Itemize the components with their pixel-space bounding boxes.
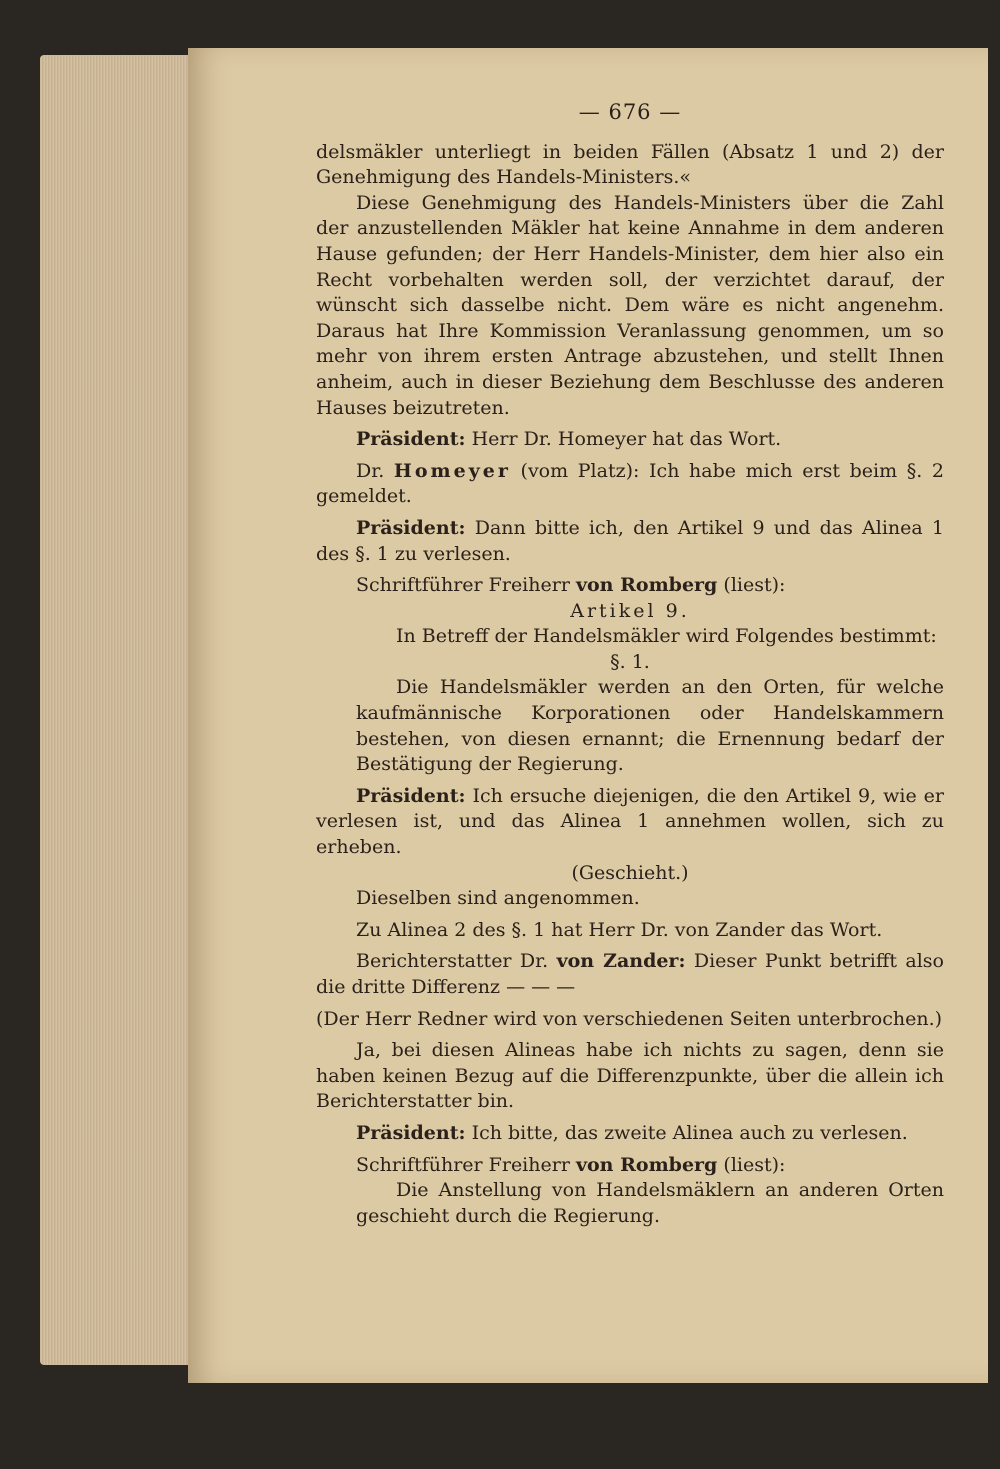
speaker-homeyer: Homeyer xyxy=(393,459,511,482)
section-heading: §. 1. xyxy=(610,650,650,673)
schriftfuehrer-line-2: Schriftführer Freiherr von Romberg (liest): xyxy=(356,1153,786,1176)
speaker-praesident: Präsident: xyxy=(356,428,466,451)
page-number: — 676 — xyxy=(578,100,682,124)
speech-praesident-2: Präsident: Dann bitte ich, den Artikel 9 und das Alinea 1 des §. 1 zu verlesen. xyxy=(316,516,944,565)
speech-praesident-1: Präsident: Herr Dr. Homeyer hat das Wort. xyxy=(356,428,782,451)
speech-praesident-3: Präsident: Ich ersuche diejenigen, die den Artikel 9, wie er verlesen ist, und das Alinea 1 annehmen wollen, sich zu erheben. xyxy=(316,784,944,859)
speech-homeyer: Dr. Homeyer (vom Platz): Ich habe mich erst beim §. 2 gemeldet. xyxy=(316,459,945,508)
section-text: Die Handelsmäkler werden an den Orten, für welche kaufmännische Korporationen oder Handelskammern bestehen, von diesen ernannt; die Ernennung bedarf der Bestätigung der Regierung. xyxy=(356,676,944,776)
article-heading: Artikel 9. xyxy=(570,599,690,622)
paragraph-1: delsmäkler unterliegt in beiden Fällen (Absatz 1 und 2) der Genehmigung des Handels-Ministers.« xyxy=(316,140,944,189)
speaker-romberg: von Romberg xyxy=(575,574,718,597)
schriftfuehrer-line-1: Schriftführer Freiherr von Romberg (liest): xyxy=(356,574,786,597)
final-quote: Die Anstellung von Handelsmäklern an anderen Orten geschieht durch die Regierung. xyxy=(356,1179,944,1227)
stage-note-2: (Der Herr Redner wird von verschiedenen Seiten unterbrochen.) xyxy=(316,1007,943,1030)
speech-praesident-4: Präsident: Ich bitte, das zweite Alinea auch zu verlesen. xyxy=(356,1121,908,1144)
speech-zander-2: Ja, bei diesen Alineas habe ich nichts zu sagen, denn sie haben keinen Bezug auf die Differenzpunkte, über die allein ich Berichterstatter bin. xyxy=(316,1039,944,1113)
speech-zander-1: Berichterstatter Dr. von Zander: Dieser Punkt betrifft also die dritte Differenz — — — xyxy=(316,950,944,998)
page-text xyxy=(316,100,944,1229)
book-page-edges xyxy=(40,55,200,1365)
stage-note-1: (Geschieht.) xyxy=(571,861,689,884)
speaker-zander: von Zander: xyxy=(556,950,686,973)
paragraph-zander-intro: Zu Alinea 2 des §. 1 hat Herr Dr. von Zander das Wort. xyxy=(356,918,883,941)
article-intro: In Betreff der Handelsmäkler wird Folgendes bestimmt: xyxy=(396,625,937,648)
paragraph-2: Diese Genehmigung des Handels-Ministers über die Zahl der anzustellenden Mäkler hat keine Annahme in dem anderen Hause gefunden; der Herr Handels-Minister, dem hier also ein Recht vorbehalten werden soll, der verzichtet darauf, der wünscht sich dasselbe nicht. Dem wäre es nicht angenehm. Daraus hat Ihre Kommission Veranlassung genommen, um so mehr von ihrem ersten Antrage abzustehen, und stellt Ihnen anheim, auch in dieser Beziehung dem Beschlusse des anderen Hauses beizutreten. xyxy=(316,191,944,419)
result-line: Dieselben sind angenommen. xyxy=(356,887,640,910)
